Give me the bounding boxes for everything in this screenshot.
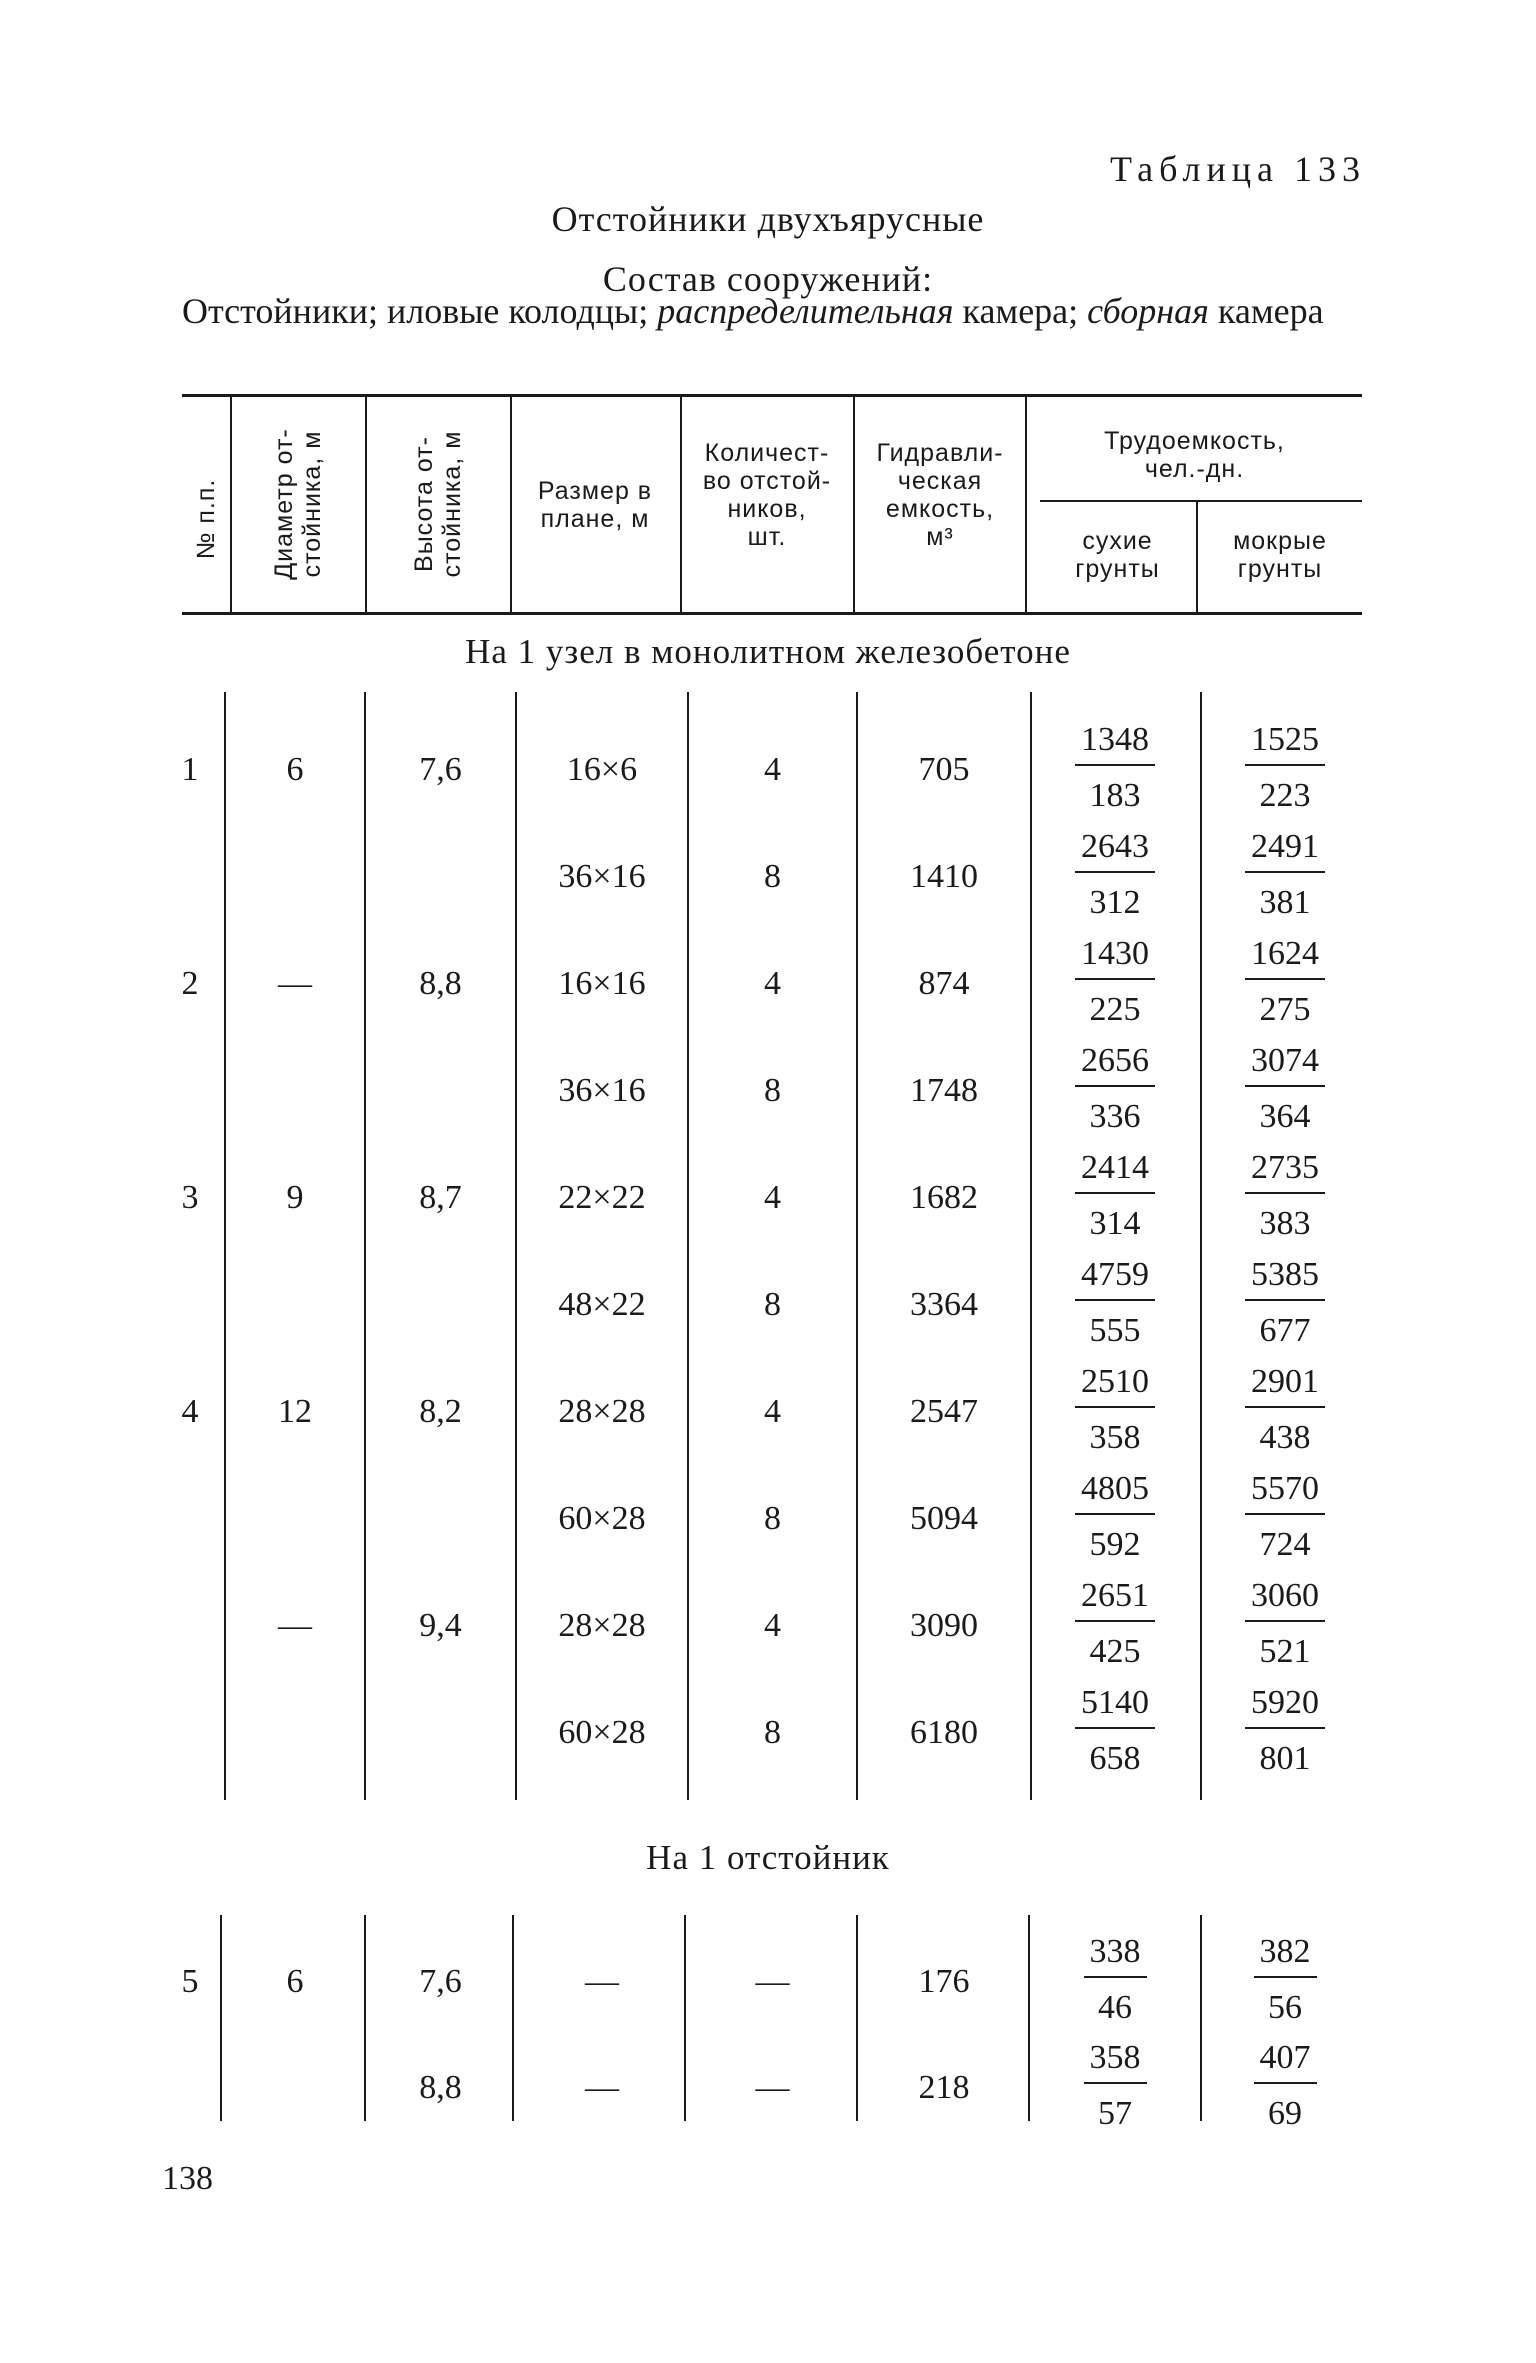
cell-capacity: 1410 [910,858,978,895]
header-diameter-line1: Диаметр от- [270,428,298,580]
section2-title: На 1 отстойник [646,1838,890,1877]
cell-capacity: 705 [918,751,970,788]
fraction-wet-numerator: 382 [1254,1932,1317,1978]
cell-diameter: 6 [286,751,304,788]
fraction-wet [1205,2038,1365,2134]
section1-vrule [687,692,689,1800]
fraction-wet [1205,1469,1365,1565]
fraction-dry-numerator: 2651 [1075,1576,1155,1622]
fraction-wet [1205,1683,1365,1779]
table-label: Таблица 133 [1110,149,1366,189]
section1-vrule [224,692,226,1800]
fraction-wet-denominator: 438 [1259,1419,1311,1456]
header-height-line2: стойника, м [438,430,466,578]
fraction-wet-numerator: 1525 [1245,720,1325,766]
cell-capacity: 218 [918,2069,970,2106]
cell-size: 60×28 [558,1714,646,1751]
cell-size: 36×16 [558,858,646,895]
composition-heading: Состав сооружений: [602,259,934,299]
cell-num: 1 [181,751,199,788]
fraction-dry [1035,1932,1195,2028]
section2-vrule [220,1915,222,2121]
header-count-l1: Количест- [704,439,830,467]
cell-size: 22×22 [558,1179,646,1216]
fraction-dry-denominator: 358 [1089,1419,1141,1456]
header-wet-l2: грунты [1237,555,1323,583]
cell-height: 9,4 [419,1607,462,1644]
fraction-dry [1035,934,1195,1030]
cell-count: 8 [764,1072,781,1109]
fraction-wet-denominator: 724 [1259,1526,1311,1563]
fraction-dry-numerator: 2643 [1075,827,1155,873]
cell-height: 8,2 [419,1393,462,1430]
fraction-wet [1205,1041,1365,1137]
header-count [682,430,852,560]
cell-height: 7,6 [419,1963,462,2000]
fraction-dry-numerator: 2510 [1075,1362,1155,1408]
fraction-dry [1035,1148,1195,1244]
header-count-l2: во отстой- [702,467,832,495]
fraction-wet-denominator: 275 [1259,991,1311,1028]
header-capacity-l4: м³ [926,523,954,551]
fraction-wet [1205,720,1365,816]
cell-diameter: — [278,965,312,1002]
cell-size: 16×6 [566,751,638,788]
cell-count: 8 [764,1714,781,1751]
section1-vrule [515,692,517,1800]
cell-diameter: 12 [278,1393,312,1430]
fraction-dry [1035,1362,1195,1458]
cell-capacity: 2547 [910,1393,978,1430]
fraction-dry [1035,1041,1195,1137]
cell-diameter: 9 [286,1179,304,1216]
fraction-dry-numerator: 4759 [1075,1255,1155,1301]
fraction-dry-numerator: 5140 [1075,1683,1155,1729]
cell-diameter: 6 [286,1963,304,2000]
fraction-wet-numerator: 407 [1254,2038,1317,2084]
fraction-wet-numerator: 5920 [1245,1683,1325,1729]
fraction-wet-numerator: 2735 [1245,1148,1325,1194]
fraction-dry-denominator: 425 [1089,1633,1141,1670]
header-count-l3: ников, [727,495,807,523]
header-height [410,409,466,599]
fraction-dry-denominator: 225 [1089,991,1141,1028]
header-diameter [270,409,326,599]
header-capacity-l3: емкость, [885,495,995,523]
cell-count: 4 [764,1179,781,1216]
header-bottom-rule [182,612,1362,615]
header-num: № п.п. [192,478,220,560]
fraction-wet-denominator: 383 [1259,1205,1311,1242]
fraction-wet-numerator: 5385 [1245,1255,1325,1301]
header-dry-l2: грунты [1075,555,1160,583]
fraction-dry-numerator: 2656 [1075,1041,1155,1087]
cell-capacity: 6180 [910,1714,978,1751]
header-top-rule [182,394,1362,397]
fraction-wet-numerator: 1624 [1245,934,1325,980]
header-dry [1040,520,1195,590]
section1-vrule [1200,692,1202,1800]
page-number: 138 [162,2160,213,2197]
cell-count: — [755,2069,790,2106]
cell-capacity: 1682 [910,1179,978,1216]
fraction-wet [1205,827,1365,923]
header-vrule [510,397,512,612]
fraction-dry [1035,827,1195,923]
fraction-wet [1205,1362,1365,1458]
fraction-wet [1205,1148,1365,1244]
fraction-dry [1035,2038,1195,2134]
cell-capacity: 5094 [910,1500,978,1537]
header-vrule [365,397,367,612]
cell-count: — [755,1963,790,2000]
cell-count: 8 [764,858,781,895]
composition-part-1: Отстойники; иловые колодцы; [182,291,658,331]
composition-part-5: камера [1208,291,1324,331]
fraction-dry-numerator: 2414 [1075,1148,1155,1194]
header-vrule [230,397,232,612]
cell-count: 8 [764,1500,781,1537]
fraction-wet-denominator: 56 [1268,1989,1302,2026]
fraction-wet-denominator: 381 [1259,884,1311,921]
cell-num: 3 [181,1179,199,1216]
fraction-wet-numerator: 2491 [1245,827,1325,873]
fraction-dry-numerator: 338 [1084,1932,1147,1978]
fraction-dry-denominator: 46 [1098,1989,1132,2026]
fraction-dry-denominator: 314 [1089,1205,1141,1242]
cell-num: 5 [181,1963,199,2000]
header-count-l4: шт. [747,523,787,551]
fraction-wet-denominator: 677 [1259,1312,1311,1349]
section1-vrule [856,692,858,1800]
cell-size: 28×28 [558,1393,646,1430]
cell-height: 8,8 [419,965,462,1002]
header-labor-l1: Трудоемкость, [1104,427,1285,455]
fraction-dry-denominator: 183 [1089,777,1141,814]
fraction-dry-numerator: 4805 [1075,1469,1155,1515]
fraction-wet-denominator: 69 [1268,2095,1302,2132]
cell-size: 48×22 [558,1286,646,1323]
cell-count: 4 [764,751,781,788]
header-capacity-l1: Гидравли- [876,439,1004,467]
fraction-wet [1205,1255,1365,1351]
fraction-wet-numerator: 5570 [1245,1469,1325,1515]
cell-count: 8 [764,1286,781,1323]
fraction-dry-denominator: 336 [1089,1098,1141,1135]
cell-count: 4 [764,965,781,1002]
cell-height: 8,7 [419,1179,462,1216]
fraction-dry-denominator: 658 [1089,1740,1141,1777]
fraction-wet [1205,1932,1365,2028]
fraction-wet-numerator: 2901 [1245,1362,1325,1408]
table-title: Отстойники двухъярусные [551,199,985,239]
fraction-dry-denominator: 57 [1098,2095,1132,2132]
section2-vrule [1200,1915,1202,2121]
composition-part-3: камера; [953,291,1088,331]
fraction-wet-numerator: 3060 [1245,1576,1325,1622]
cell-diameter: — [278,1607,312,1644]
labor-sub-rule [1040,500,1362,502]
cell-height: 7,6 [419,751,462,788]
fraction-dry [1035,720,1195,816]
cell-size: — [585,1963,619,2000]
header-labor [1027,420,1362,490]
fraction-dry [1035,1576,1195,1672]
fraction-dry [1035,1469,1195,1565]
header-wet-l1: мокрые [1233,527,1327,555]
fraction-dry-numerator: 1348 [1075,720,1155,766]
header-diameter-line2: стойника, м [298,430,326,578]
cell-size: 16×16 [558,965,646,1002]
section1-vrule [364,692,366,1800]
cell-capacity: 176 [918,1963,970,2000]
fraction-wet-denominator: 801 [1259,1740,1311,1777]
fraction-dry [1035,1255,1195,1351]
section1-vrule [1030,692,1032,1800]
cell-count: 4 [764,1607,781,1644]
cell-num: 2 [181,965,199,1002]
fraction-dry-denominator: 555 [1089,1312,1141,1349]
fraction-dry-numerator: 1430 [1075,934,1155,980]
fraction-wet-numerator: 3074 [1245,1041,1325,1087]
header-height-line1: Высота от- [410,436,438,572]
header-dry-l1: сухие [1082,527,1153,555]
fraction-dry-numerator: 358 [1084,2038,1147,2084]
fraction-wet-denominator: 223 [1259,777,1311,814]
section2-vrule [856,1915,858,2121]
composition-part-2: распределительная [657,291,954,331]
cell-size: — [585,2069,619,2106]
fraction-wet-denominator: 521 [1259,1633,1311,1670]
header-capacity [855,430,1025,560]
section2-vrule [364,1915,366,2121]
section2-vrule [1028,1915,1030,2121]
cell-capacity: 1748 [910,1072,978,1109]
cell-size: 60×28 [558,1500,646,1537]
cell-height: 8,8 [419,2069,462,2106]
cell-capacity: 3364 [910,1286,978,1323]
fraction-dry-denominator: 592 [1089,1526,1141,1563]
fraction-dry-denominator: 312 [1089,884,1141,921]
header-size: Размер в плане, м [537,477,653,533]
fraction-wet [1205,934,1365,1030]
fraction-dry [1035,1683,1195,1779]
fraction-wet-denominator: 364 [1259,1098,1311,1135]
cell-capacity: 3090 [910,1607,978,1644]
composition-text [182,290,1368,332]
cell-capacity: 874 [918,965,970,1002]
cell-size: 36×16 [558,1072,646,1109]
cell-size: 28×28 [558,1607,646,1644]
header-capacity-l2: ческая [897,467,983,495]
fraction-wet [1205,1576,1365,1672]
composition-part-4: сборная [1087,291,1209,331]
header-labor-l2: чел.-дн. [1144,455,1245,483]
header-wet [1198,520,1362,590]
cell-count: 4 [764,1393,781,1430]
section1-title: На 1 узел в монолитном железобетоне [465,632,1071,671]
cell-num: 4 [181,1393,199,1430]
